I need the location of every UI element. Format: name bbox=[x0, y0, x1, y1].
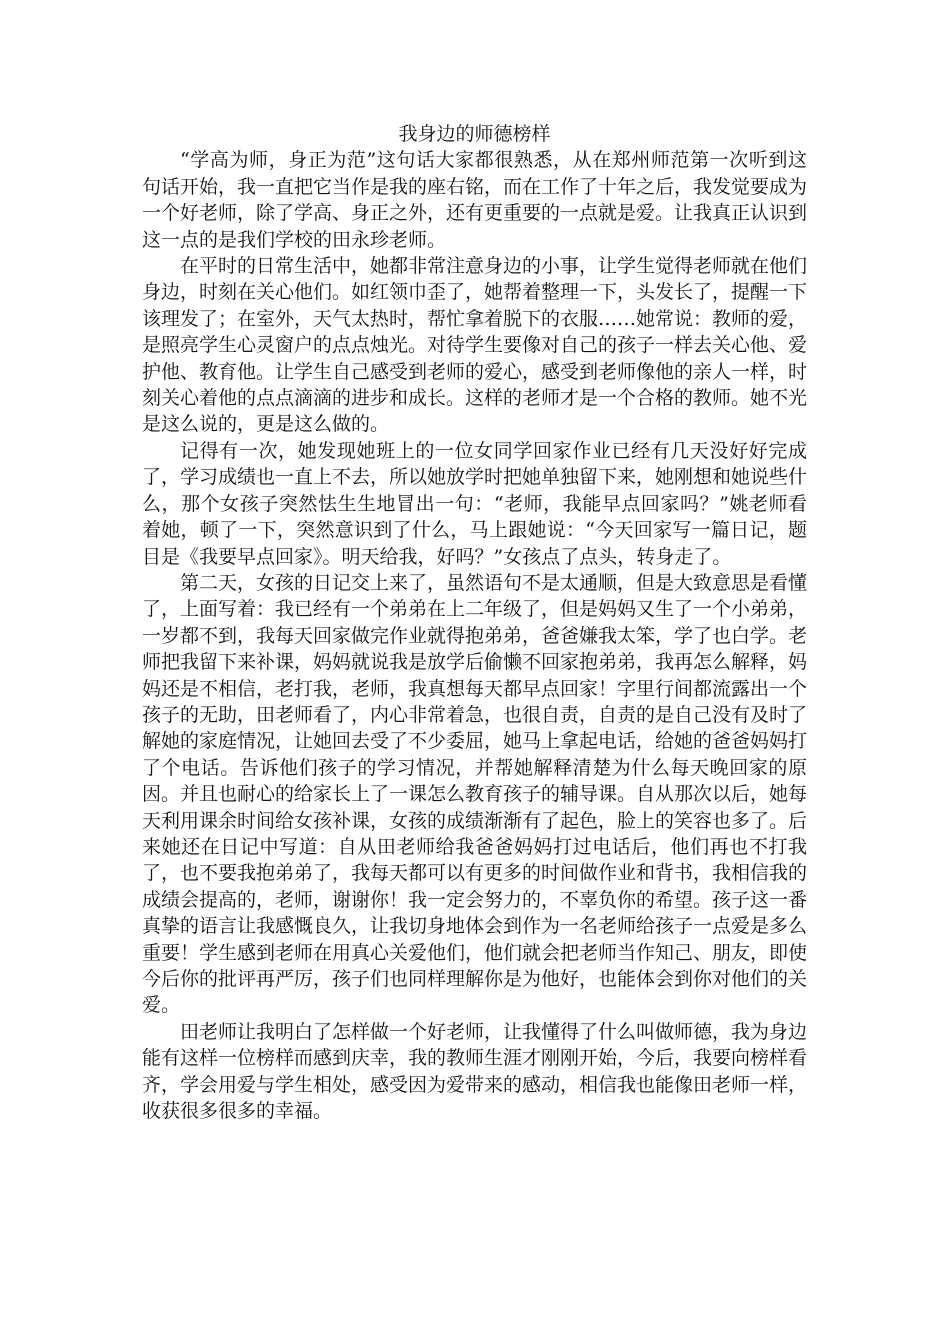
paragraph-2: 在平时的日常生活中，她都非常注意身边的小事，让学生觉得老师就在他们身边，时刻在关心他们。如红领巾歪了，她帮着整理一下，头发长了，提醒一下该理发了；在室外，天气太热时，帮忙拿着脱下的衣服……她常说：教师的爱，是照亮学生心灵窗户的点点烛光。对待学生要像对自己的孩子一样去关心他、爱护他、教育他。让学生自己感受到老师的爱心，感受到老师像他的亲人一样，时刻关心着他的点点滴滴的进步和成长。这样的老师才是一个合格的教师。她不光是这么说的，更是这么做的。 bbox=[142, 255, 808, 436]
document-body bbox=[142, 121, 807, 1124]
paragraph-3: 记得有一次，她发现她班上的一位女同学回家作业已经有几天没好好完成了，学习成绩也一直上不去，所以她放学时把她单独留下来，她刚想和她说些什么，那个女孩子突然怯生生地冒出一句：“老师，我能早点回家吗？”姚老师看着她，顿了一下，突然意识到了什么，马上跟她说：“今天回家写一篇日记，题目是《我要早点回家》。明天给我，好吗？”女孩点了点头，转身走了。 bbox=[142, 439, 808, 568]
paragraph-5: 田老师让我明白了怎样做一个好老师，让我懂得了什么叫做师德，我为身边能有这样一位榜样而感到庆幸，我的教师生涯才刚刚开始，今后，我要向榜样看齐，学会用爱与学生相处，感受因为爱带来的感动，相信我也能像田老师一样，收获很多很多的幸福。 bbox=[142, 1020, 808, 1123]
paragraph-1: “学高为师，身正为范”这句话大家都很熟悉，从在郑州师范第一次听到这句话开始，我一直把它当作是我的座右铭，而在工作了十年之后，我发觉要成为一个好老师，除了学高、身正之外，还有更重要的一点就是爱。让我真正认识到这一点的是我们学校的田永珍老师。 bbox=[142, 149, 808, 251]
paragraph-4: 第二天，女孩的日记交上来了，虽然语句不是太通顺，但是大致意思是看懂了，上面写着：我已经有一个弟弟在上二年级了，但是妈妈又生了一个小弟弟，一岁都不到，我每天回家做完作业就得抱弟弟，爸爸嫌我太笨，学了也白学。老师把我留下来补课，妈妈就说我是放学后偷懒不回家抱弟弟，我再怎么解释，妈妈还是不相信，老打我，老师，我真想每天都早点回家！字里行间都流露出一个孩子的无助，田老师看了，内心非常着急，也很自责，自责的是自己没有及时了解她的家庭情况，让她回去受了不少委屈，她马上拿起电话，给她的爸爸妈妈打了个电话。告诉他们孩子的学习情况，并帮她解释清楚为什么每天晚回家的原因。并且也耐心的给家长上了一课怎么教育孩子的辅导课。自从那次以后，她每天利用课余时间给女孩补课，女孩的成绩渐渐有了起色，脸上的笑容也多了。后来她还在日记中写道：自从田老师给我爸爸妈妈打过电话后，他们再也不打我了，也不要我抱弟弟了，我每天都可以有更多的时间做作业和背书，我相信我的成绩会提高的，老师，谢谢你！我一定会努力的，不辜负你的希望。孩子这一番真挚的语言让我感慨良久，让我切身地体会到作为一名老师给孩子一点爱是多么重要！学生感到老师在用真心关爱他们，他们就会把老师当作知己、朋友，即使今后你的批评再严厉，孩子们也同样理解你是为他好，也能体会到你对他们的关爱。 bbox=[142, 571, 808, 1017]
document-title: 我身边的师德榜样 bbox=[398, 123, 551, 145]
